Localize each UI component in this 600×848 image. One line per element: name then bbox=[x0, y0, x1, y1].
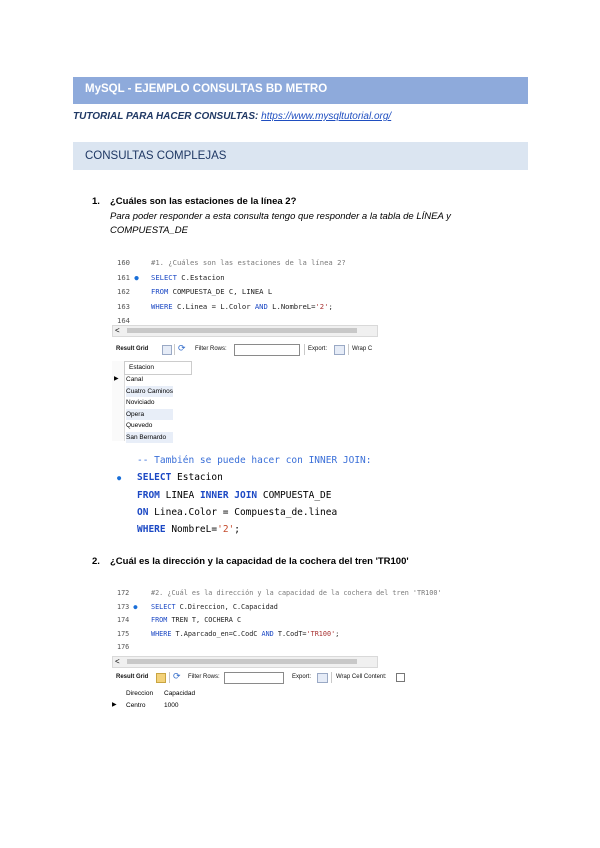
code-line bbox=[117, 641, 442, 655]
execute-dot-icon: ● bbox=[117, 474, 122, 482]
line-number: 163 bbox=[117, 301, 130, 311]
code-line bbox=[117, 452, 372, 469]
code-line bbox=[117, 601, 442, 615]
execute-dot-icon: ● bbox=[134, 272, 139, 282]
current-row-arrow-icon: ▶ bbox=[114, 376, 119, 382]
code-string: '2' bbox=[217, 524, 235, 535]
column-header[interactable]: Direccion bbox=[126, 690, 154, 697]
grid-view-icon[interactable] bbox=[162, 345, 172, 355]
code-text: T.CodT= bbox=[273, 629, 307, 638]
result-rows bbox=[126, 374, 173, 443]
code-keyword: FROM bbox=[151, 287, 169, 296]
code-text: L.NombreL= bbox=[267, 301, 316, 311]
line-number: 176 bbox=[117, 643, 130, 651]
code-string: 'TR100' bbox=[306, 629, 336, 638]
export-label: Export: bbox=[308, 346, 328, 352]
code-line bbox=[117, 469, 372, 487]
toolbar-divider bbox=[169, 672, 170, 683]
table-cell[interactable]: 1000 bbox=[164, 702, 179, 709]
code-text: T.Aparcado_en=C.CodC bbox=[171, 629, 262, 638]
result-grid-tab[interactable]: Result Grid bbox=[116, 346, 149, 352]
scroll-thumb[interactable] bbox=[127, 328, 357, 333]
line-number: 174 bbox=[117, 616, 130, 624]
code-keyword: FROM bbox=[137, 490, 160, 501]
code-line bbox=[117, 521, 372, 538]
tutorial-separator: : bbox=[255, 111, 262, 122]
question-1-title: ¿Cuáles son las estaciones de la línea 2? bbox=[110, 196, 297, 207]
table-row[interactable]: Noviciado bbox=[126, 399, 155, 406]
code-keyword: SELECT bbox=[151, 272, 177, 282]
table-row[interactable]: Opera bbox=[126, 409, 173, 421]
line-number: 164 bbox=[117, 316, 130, 325]
section-title: CONSULTAS COMPLEJAS bbox=[85, 150, 227, 162]
line-number: 175 bbox=[117, 629, 130, 638]
toolbar-divider bbox=[304, 344, 305, 355]
wrap-cell-label: Wrap C bbox=[352, 346, 373, 352]
tutorial-link[interactable]: https://www.mysqltutorial.org/ bbox=[261, 111, 392, 122]
code-text: Estacion bbox=[171, 472, 223, 483]
code-text: ; bbox=[234, 524, 240, 535]
code-line bbox=[117, 614, 442, 628]
code-line bbox=[117, 587, 442, 601]
result-grid bbox=[112, 361, 188, 441]
filter-rows-input[interactable] bbox=[234, 344, 300, 356]
code-line bbox=[117, 300, 346, 315]
line-number: 160 bbox=[117, 258, 130, 267]
line-number: 172 bbox=[117, 589, 130, 597]
code-text: C.Linea = L.Color bbox=[172, 301, 255, 311]
code-text: ; bbox=[335, 629, 340, 638]
code-comment: #1. ¿Cuáles son las estaciones de la línea 2? bbox=[151, 258, 346, 267]
line-number bbox=[117, 271, 151, 286]
filter-rows-input[interactable] bbox=[224, 672, 284, 684]
code-keyword: AND bbox=[261, 629, 274, 638]
code-string: '2' bbox=[315, 301, 329, 311]
line-number-text: 173 bbox=[117, 602, 130, 611]
execute-dot-icon: ● bbox=[133, 602, 138, 611]
editor-horizontal-scrollbar[interactable] bbox=[112, 325, 378, 337]
line-number-text: 161 bbox=[117, 272, 130, 282]
filter-rows-label: Filter Rows: bbox=[188, 674, 220, 680]
question-1-note-line1: Para poder responder a esta consulta tengo que responder a la tabla de LÍNEA y bbox=[110, 211, 451, 222]
refresh-icon[interactable]: ⟳ bbox=[173, 671, 181, 681]
code-line bbox=[117, 504, 372, 521]
toolbar-divider bbox=[331, 672, 332, 683]
line-number bbox=[117, 601, 151, 615]
code-keyword: ON bbox=[137, 507, 149, 518]
code-keyword: FROM bbox=[151, 616, 168, 624]
code-keyword: WHERE bbox=[137, 524, 166, 535]
code-line bbox=[117, 271, 346, 286]
toolbar-divider bbox=[348, 344, 349, 355]
export-label: Export: bbox=[292, 674, 312, 680]
section-banner bbox=[73, 142, 528, 170]
code-text: C.Direccion, C.Capacidad bbox=[175, 602, 278, 611]
column-header[interactable]: Capacidad bbox=[164, 690, 196, 697]
tutorial-line bbox=[73, 111, 391, 122]
code-keyword: WHERE bbox=[151, 301, 173, 311]
result-toolbar bbox=[112, 671, 412, 685]
code-text: C.Estacion bbox=[176, 272, 225, 282]
table-cell[interactable]: Centro bbox=[126, 702, 146, 709]
inner-join-alternative bbox=[117, 452, 372, 538]
code-text: NombreL= bbox=[165, 524, 218, 535]
query-2-editor[interactable] bbox=[117, 587, 442, 655]
wrap-cell-toggle[interactable] bbox=[396, 673, 405, 682]
query-1-editor[interactable] bbox=[117, 256, 346, 329]
wrap-cell-label: Wrap Cell Content: bbox=[336, 674, 387, 680]
code-line bbox=[117, 256, 346, 271]
code-line bbox=[117, 285, 346, 300]
code-keyword: SELECT bbox=[151, 602, 176, 611]
table-row[interactable]: Cuatro Caminos bbox=[126, 386, 173, 398]
refresh-icon[interactable]: ⟳ bbox=[178, 343, 186, 353]
result-toolbar bbox=[112, 343, 376, 357]
code-keyword: SELECT bbox=[137, 472, 172, 483]
code-keyword: AND bbox=[254, 301, 268, 311]
question-2-title: ¿Cuál es la dirección y la capacidad de la cochera del tren 'TR100' bbox=[110, 556, 409, 567]
editor-horizontal-scrollbar[interactable] bbox=[112, 656, 378, 668]
code-text: LINEA bbox=[159, 490, 200, 501]
code-text: Linea.Color = Compuesta_de.linea bbox=[148, 507, 338, 518]
code-comment: #2. ¿Cuál es la dirección y la capacidad de la cochera del tren 'TR100' bbox=[151, 589, 442, 597]
document-title: MySQL - EJEMPLO CONSULTAS BD METRO bbox=[85, 83, 328, 95]
question-2-number: 2. bbox=[92, 556, 100, 567]
code-line bbox=[117, 487, 372, 504]
code-comment: -- También se puede hacer con INNER JOIN: bbox=[137, 455, 372, 466]
question-1-number: 1. bbox=[92, 196, 100, 207]
code-keyword: INNER JOIN bbox=[199, 490, 258, 501]
line-number: 162 bbox=[117, 287, 130, 296]
scroll-left-icon[interactable]: < bbox=[115, 326, 120, 335]
grid-view-icon[interactable] bbox=[156, 673, 166, 683]
tutorial-label: TUTORIAL PARA HACER CONSULTAS bbox=[73, 111, 256, 122]
document-header-banner bbox=[73, 77, 528, 104]
column-header[interactable]: Estacion bbox=[124, 361, 192, 375]
export-icon[interactable] bbox=[317, 673, 328, 683]
result-grid bbox=[112, 688, 212, 714]
table-row[interactable]: San Bernardo bbox=[126, 432, 173, 444]
code-text: COMPUESTA_DE C, LINEA L bbox=[168, 287, 273, 296]
table-row[interactable]: Canal bbox=[126, 376, 143, 383]
code-text: COMPUESTA_DE bbox=[257, 490, 332, 501]
scroll-left-icon[interactable]: < bbox=[115, 657, 120, 666]
toolbar-divider bbox=[174, 344, 175, 355]
question-1-note-line2: COMPUESTA_DE bbox=[110, 225, 188, 236]
code-text: TREN T, COCHERA C bbox=[167, 616, 242, 624]
table-row[interactable]: Quevedo bbox=[126, 422, 153, 429]
result-grid-tab[interactable]: Result Grid bbox=[116, 674, 149, 680]
export-icon[interactable] bbox=[334, 345, 345, 355]
code-text: ; bbox=[328, 301, 333, 311]
code-keyword: WHERE bbox=[151, 629, 172, 638]
code-line bbox=[117, 628, 442, 642]
scroll-thumb[interactable] bbox=[127, 659, 357, 664]
current-row-arrow-icon: ▶ bbox=[112, 702, 117, 708]
filter-rows-label: Filter Rows: bbox=[195, 346, 227, 352]
